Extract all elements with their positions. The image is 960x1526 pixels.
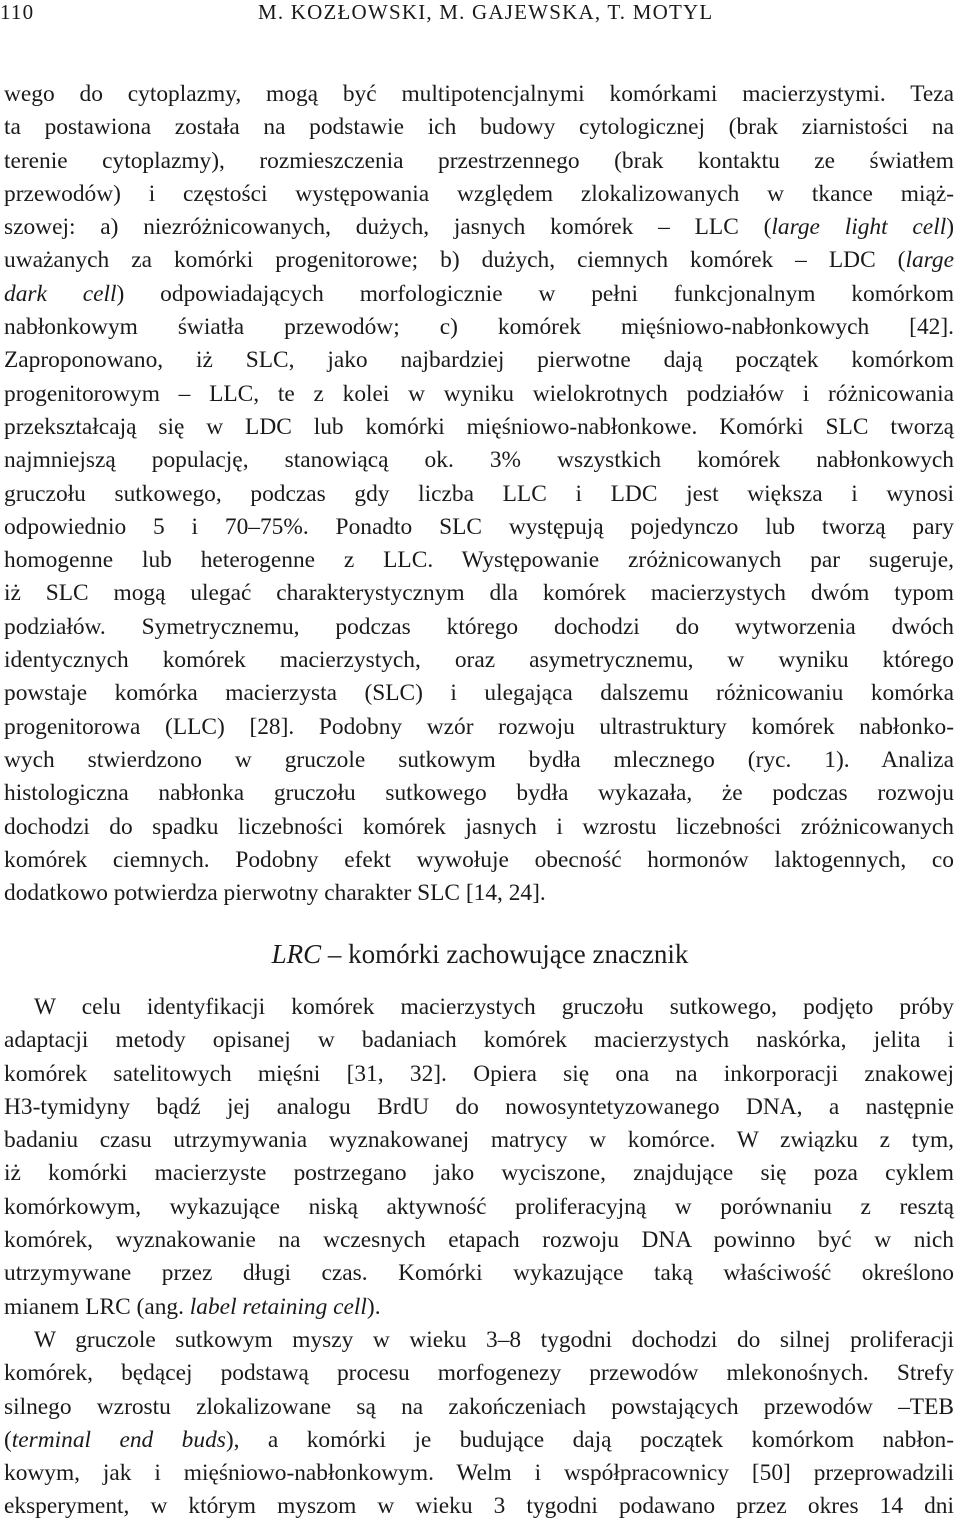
text-line: nabłonkowym światła przewodów; c) komórek mięśniowo-nabłonkowych [42]. (4, 314, 954, 341)
text-line: szowej: a) niezróżnicowanych, dużych, jasnych komórek – LLC (large light cell) (4, 214, 954, 241)
text-line: kowym, jak i mięśniowo-nabłonkowym. Welm i współpracownicy [50] przeprowadzili (4, 1460, 954, 1487)
text-line (4, 1291, 954, 1324)
text-line: komórkowym, wykazujące niską aktywność proliferacyjną w porównaniu z resztą (4, 1193, 954, 1220)
text-line: odpowiednio 5 i 70–75%. Ponadto SLC występują pojedynczo lub tworzą pary (4, 513, 954, 540)
text-line: przewodów) i częstości występowania względem zlokalizowanych w tkance miąż- (4, 180, 954, 207)
text-line: komórek, będącej podstawą procesu morfogenezy przewodów mlekonośnych. Strefy (4, 1360, 954, 1387)
text-fragment: ), a komórki je budujące dają początek komórkom nabłon- (225, 1426, 955, 1453)
text-line: podziałów. Symetrycznemu, podczas którego dochodzi do wytworzenia dwóch (4, 613, 954, 640)
italic-term: dark cell (4, 280, 117, 307)
text-line: utrzymywane przez długi czas. Komórki wykazujące taką właściwość określono (4, 1260, 954, 1287)
section-heading-abbrev: LRC (271, 939, 322, 969)
text-line: dodatkowo potwierdza pierwotny charakter SLC [14, 24]. (4, 880, 546, 907)
italic-term: large (905, 247, 954, 274)
text-line: dochodzi do spadku liczebności komórek jasnych i wzrostu liczebności zróżnicowanych (4, 813, 954, 840)
italic-term: terminal end buds (11, 1426, 226, 1453)
page-number: 110 (0, 0, 35, 24)
text-fragment: ( (4, 1426, 12, 1453)
text-line: uważanych za komórki progenitorowe; b) dużych, ciemnych komórek – LDC (large (4, 247, 954, 274)
text-line: W gruczole sutkowym myszy w wieku 3–8 tygodni dochodzi do silnej proliferacji (34, 1327, 954, 1353)
text-line: terenie cytoplazmy), rozmieszczenia przestrzennego (brak kontaktu ze światłem (4, 147, 954, 174)
text-line: dark cell) odpowiadających morfologicznie w pełni funkcjonalnym komórkom (4, 280, 955, 307)
text-line: H3-tymidyny bądź jej analogu BrdU do nowosyntetyzowanego DNA, a następnie (4, 1093, 954, 1120)
italic-term: label retaining cell (189, 1293, 367, 1320)
text-line: iż SLC mogą ulegać charakterystycznym dla komórek macierzystych dwóm typom (4, 580, 954, 607)
text-line: komórek, wyznakowanie na wczesnych etapach rozwoju DNA powinno być w nich (4, 1227, 954, 1254)
text-line: progenitorowa (LLC) [28]. Podobny wzór rozwoju ultrastruktury komórek nabłonko- (4, 713, 954, 740)
text-line: wych stwierdzono w gruczole sutkowym bydła mlecznego (ryc. 1). Analiza (4, 746, 954, 773)
text-line: Zaproponowano, iż SLC, jako najbardziej pierwotne dają początek komórkom (4, 347, 954, 374)
text-line: eksperyment, w którym myszom w wieku 3 tygodni podawano przez okres 14 dni (4, 1493, 954, 1520)
text-line: homogenne lub heterogenne z LLC. Występowanie zróżnicowanych par sugeruje, (4, 547, 954, 574)
text-line: adaptacji metody opisanej w badaniach komórek macierzystych naskórka, jelita i (4, 1027, 954, 1054)
running-header (0, 0, 960, 28)
paragraph-3 (4, 1324, 954, 1524)
text-line: W celu identyfikacji komórek macierzystych gruczołu sutkowego, podjęto próby (34, 994, 954, 1020)
text-line (4, 1424, 954, 1457)
italic-term: large light cell (771, 214, 947, 241)
section-heading (0, 939, 960, 970)
paragraph-2 (4, 991, 954, 1324)
text-line: badaniu czasu utrzymywania wyznakowanej matrycy w komórce. W związku z tym, (4, 1127, 954, 1154)
text-line: ta postawiona została na podstawie ich budowy cytologicznej (brak ziarnistości na (4, 114, 954, 141)
text-line: wego do cytoplazmy, mogą być multipotencjalnymi komórkami macierzystymi. Teza (4, 81, 954, 107)
text-line: najmniejszą populację, stanowiącą ok. 3% wszystkich komórek nabłonkowych (4, 447, 954, 474)
text-line: histologiczna nabłonka gruczołu sutkowego bydła wykazała, że podczas rozwoju (4, 780, 954, 807)
text-line: powstaje komórka macierzysta (SLC) i ulegająca dalszemu różnicowaniu komórka (4, 680, 954, 707)
running-header-authors: M. KOZŁOWSKI, M. GAJEWSKA, T. MOTYL (258, 0, 714, 24)
text-line: progenitorowym – LLC, te z kolei w wyniku wielokrotnych podziałów i różnicowania (4, 380, 954, 407)
text-line: gruczołu sutkowego, podczas gdy liczba LLC i LDC jest większa i wynosi (4, 480, 954, 507)
text-line: komórek satelitowych mięśni [31, 32]. Opiera się ona na inkorporacji znakowej (4, 1060, 954, 1087)
text-fragment: mianem LRC (ang. (4, 1293, 190, 1320)
text-line: komórek ciemnych. Podobny efekt wywołuje obecność hormonów laktogennych, co (4, 846, 954, 873)
text-line: przekształcają się w LDC lub komórki mięśniowo-nabłonkowe. Komórki SLC tworzą (4, 413, 954, 440)
text-line: iż komórki macierzyste postrzegano jako wyciszone, znajdujące się poza cyklem (4, 1160, 954, 1187)
text-line: silnego wzrostu zlokalizowane są na zakończeniach powstających przewodów –TEB (4, 1393, 954, 1420)
text-line: identycznych komórek macierzystych, oraz asymetrycznemu, w wyniku którego (4, 647, 954, 674)
text-fragment: ). (366, 1293, 381, 1320)
section-heading-title: – komórki zachowujące znacznik (321, 939, 689, 969)
paragraph-1 (4, 78, 954, 910)
